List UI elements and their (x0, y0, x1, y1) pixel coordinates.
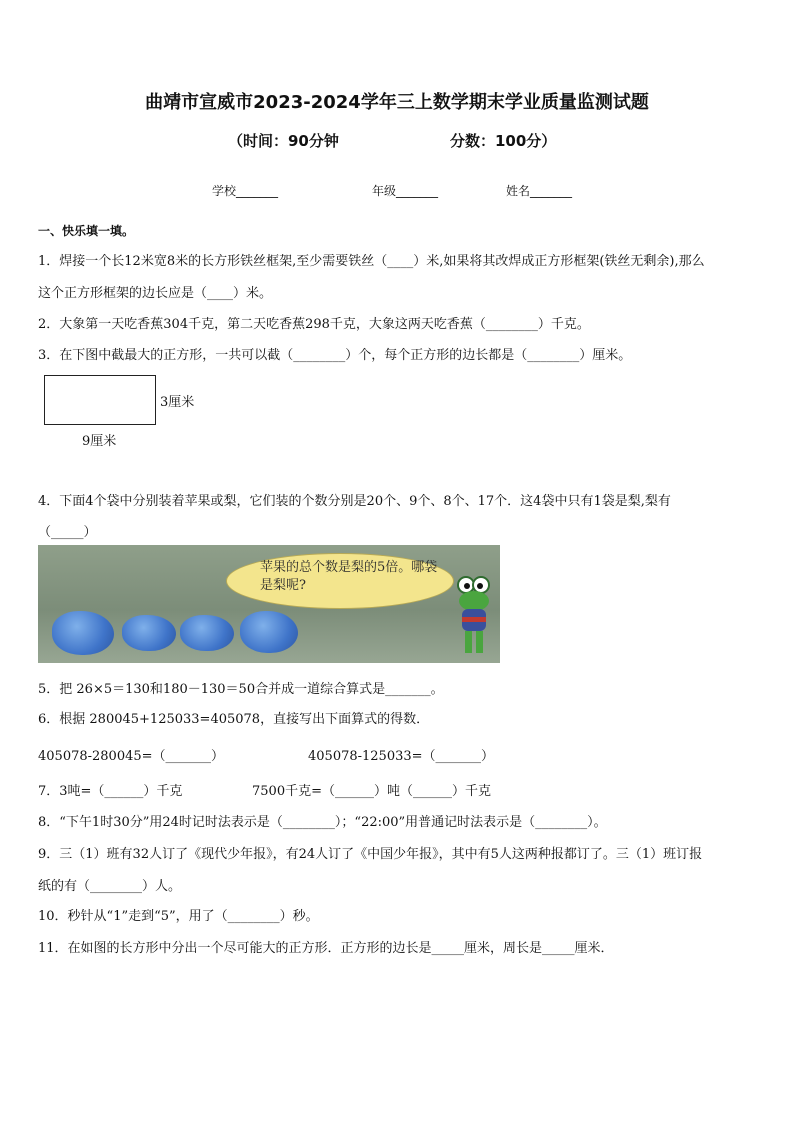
exam-time: （时间：90分钟 (228, 132, 339, 150)
question-4-line-2: （_____） (38, 525, 97, 540)
bag-icon (240, 611, 298, 653)
question-6: 6．根据 280045+125033=405078，直接写出下面算式的得数． (38, 712, 430, 727)
question-9-line-1: 9．三（1）班有32人订了《现代少年报》，有24人订了《中国少年报》，其中有5人这两种报都订了。三（1）班订报 (38, 847, 703, 862)
page-title: 曲靖市宣威市2023-2024学年三上数学期末学业质量监测试题 (145, 92, 649, 113)
bag-icon (52, 611, 114, 655)
question-4-line-1: 4．下面4个袋中分别装着苹果或梨，它们装的个数分别是20个、9个、8个、17个．这4袋中只有1袋是梨,梨有 (38, 494, 671, 509)
frog-icon (456, 573, 492, 659)
question-10: 10．秒针从“1”走到“5”，用了（________）秒。 (38, 909, 319, 924)
section-heading: 一、快乐填一填。 (38, 224, 135, 238)
bags-illustration (38, 545, 500, 663)
question-9-line-2: 纸的有（________）人。 (38, 879, 182, 894)
question-7-part-b: 7500千克=（______）吨（______）千克 (252, 784, 491, 799)
question-5: 5．把 26×5＝130和180－130＝50合并成一道综合算式是_______。 (38, 682, 444, 697)
question-6-item-a: 405078-280045=（_______） (38, 749, 225, 764)
bag-icon (122, 615, 176, 651)
rectangle-width-label: 9厘米 (82, 434, 117, 449)
name-field[interactable]: 姓名_______ (506, 184, 573, 198)
question-1-line-1: 1．焊接一个长12米宽8米的长方形铁丝框架,至少需要铁丝（____）米,如果将其改焊成正方形框架(铁丝无剩余),那么 (38, 254, 705, 269)
exam-score: 分数：100分） (450, 132, 557, 150)
bag-icon (180, 615, 234, 651)
question-11: 11．在如图的长方形中分出一个尽可能大的正方形．正方形的边长是_____厘米，周长是_____厘米． (38, 941, 614, 956)
speech-bubble-text: 苹果的总个数是梨的5倍。哪袋是梨呢? (260, 560, 438, 593)
rectangle-figure (44, 375, 156, 425)
question-6-item-b: 405078-125033=（_______） (308, 749, 495, 764)
question-1-line-2: 这个正方形框架的边长应是（____）米。 (38, 286, 273, 301)
grade-field[interactable]: 年级_______ (372, 184, 439, 198)
question-8: 8．“下午1时30分”用24时记时法表示是（________）；“22:00”用普通记时法表示是（________）。 (38, 815, 607, 830)
question-7-part-a: 7．3吨=（______）千克 (38, 784, 183, 799)
question-3: 3．在下图中截最大的正方形，一共可以截（________）个，每个正方形的边长都是（________）厘米。 (38, 348, 632, 363)
school-field[interactable]: 学校_______ (212, 184, 279, 198)
rectangle-height-label: 3厘米 (160, 395, 195, 410)
question-2: 2．大象第一天吃香蕉304千克，第二天吃香蕉298千克，大象这两天吃香蕉（________）千克。 (38, 317, 590, 332)
